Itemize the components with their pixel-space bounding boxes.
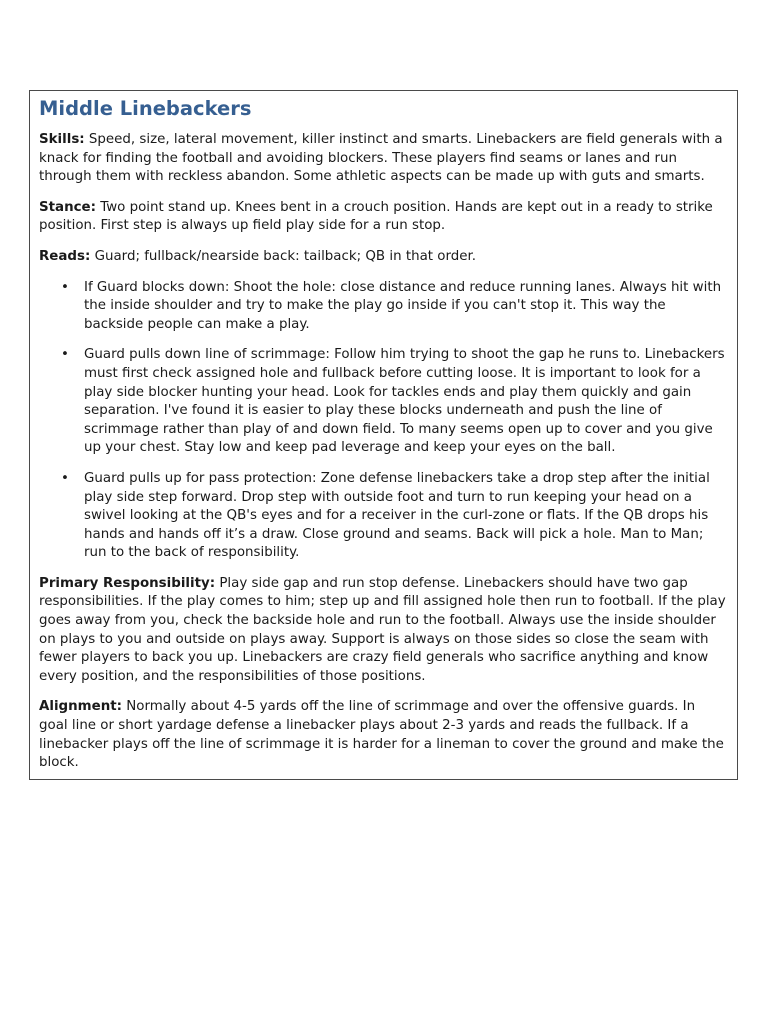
list-item xyxy=(39,279,727,335)
skills-label: Skills: xyxy=(39,132,85,147)
primary-responsibility-paragraph xyxy=(39,575,727,687)
bullet-icon: • xyxy=(61,279,69,295)
list-item-text: Guard pulls down line of scrimmage: Follow him trying to shoot the gap he runs to. Linebackers must first check assigned hole and fullback before cutting loose. It is important to look for a play side blocker hunting your head. Look for tackles ends and play them quickly and gain separation. I've found it is easier to play these blocks underneath and push the line of scrimmage rather than play of and down field. To many seems open up to cover and you give up your chest. Stay low and keep pad leverage and keep your eyes on the ball. xyxy=(84,347,725,456)
bullet-icon: • xyxy=(61,347,69,363)
document-title: Middle Linebackers xyxy=(39,97,252,120)
reads-text: Guard; fullback/nearside back: tailback; QB in that order. xyxy=(90,248,477,264)
document-box xyxy=(29,90,738,780)
skills-text: Speed, size, lateral movement, killer instinct and smarts. Linebackers are field generals with a knack for finding the football and avoiding blockers. These players find seams or lanes and run through them with reckless abandon. Some athletic aspects can be made up with guts and smarts. xyxy=(39,132,723,185)
skills-paragraph xyxy=(39,131,727,187)
list-item xyxy=(39,346,727,458)
alignment-label: Alignment: xyxy=(39,699,122,715)
stance-text: Two point stand up. Knees bent in a crouch position. Hands are kept out in a ready to strike position. First step is always up field play side for a run stop. xyxy=(39,199,713,234)
bullet-icon: • xyxy=(61,470,69,486)
list-item-text: Guard pulls up for pass protection: Zone defense linebackers take a drop step after the initial play side step forward. Drop step with outside foot and turn to run keeping your head on a swivel looking at the QB's eyes and for a receiver in the curl-zone or flats. If the QB drops his hands and hands off it’s a draw. Close ground and seams. Back will pick a hole. Man to Man; run to the back of responsibility. xyxy=(84,470,710,561)
alignment-text: Normally about 4-5 yards off the line of scrimmage and over the offensive guards. In goal line or short yardage defense a linebacker plays about 2-3 yards and reads the fullback. If a linebacker plays off the line of scrimmage it is harder for a lineman to cover the ground and make the block. xyxy=(39,699,724,771)
primary-responsibility-label: Primary Responsibility: xyxy=(39,575,216,591)
primary-responsibility-text: Play side gap and run stop defense. Linebackers should have two gap responsibilities. If the play comes to him; step up and fill assigned hole then run to football. If the play goes away from you, check the backside hole and run to the football. Always use the inside shoulder on plays to you and outside on plays away. Support is always on those sides so close the seam with fewer players to back you up. Linebackers are crazy field generals who sacrifice anything and know every position, and the responsibilities of those positions. xyxy=(39,575,726,684)
stance-paragraph xyxy=(39,199,727,236)
reads-bullet-list xyxy=(39,279,727,563)
list-item xyxy=(39,470,727,563)
stance-label: Stance: xyxy=(39,199,96,215)
alignment-paragraph xyxy=(39,698,727,772)
reads-paragraph xyxy=(39,248,727,267)
reads-label: Reads: xyxy=(39,248,91,264)
list-item-text: If Guard blocks down: Shoot the hole: close distance and reduce running lanes. Always hit with the inside shoulder and try to make the play go inside if you can't stop it. This way the backside people can make a play. xyxy=(84,279,722,332)
